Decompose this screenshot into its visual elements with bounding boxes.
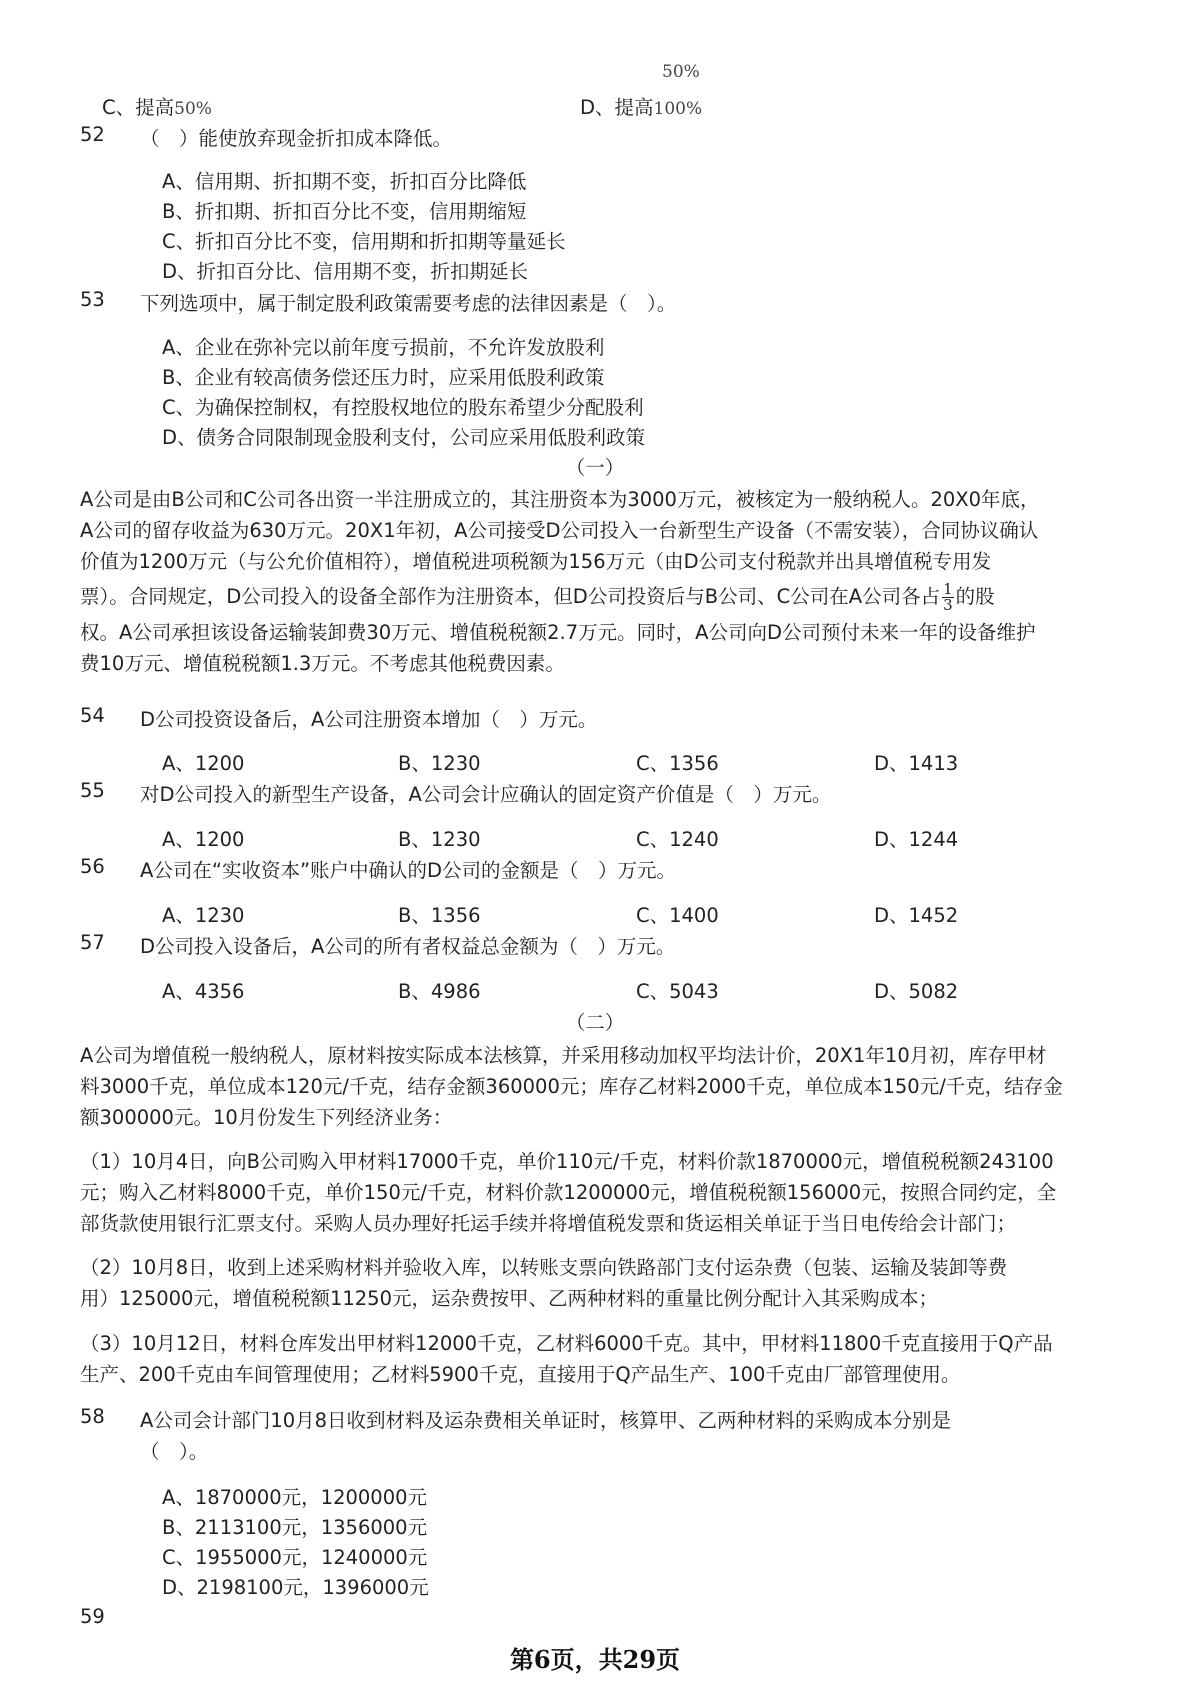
paragraph-line: （3）10月12日，材料仓库发出甲材料12000千克，乙材料6000千克。其中，甲材料11800千克直接用于Q产品 bbox=[80, 1332, 1053, 1355]
paragraph-line: 用）125000元，增值税税额11250元，运杂费按甲、乙两种材料的重量比例分配计入其采购成本； bbox=[80, 1287, 938, 1310]
fraction bbox=[942, 582, 954, 613]
question-text: A公司在“实收资本”账户中确认的D公司的金额是（ ）万元。 bbox=[140, 859, 677, 882]
option-item: C、1356 bbox=[636, 752, 719, 775]
question-text: D公司投入设备后，A公司的所有者权益总金额为（ ）万元。 bbox=[140, 935, 676, 958]
question-text: 下列选项中，属于制定股利政策需要考虑的法律因素是（ ）。 bbox=[140, 292, 677, 315]
option-item: C、1240 bbox=[636, 828, 719, 851]
q51-option-c-percent: 50% bbox=[174, 99, 212, 119]
option-item: B、1230 bbox=[398, 828, 481, 851]
option-item: D、1244 bbox=[874, 828, 959, 851]
q51-option-d-percent: 100% bbox=[653, 99, 703, 119]
option-item: D、折扣百分比、信用期不变，折扣期延长 bbox=[162, 260, 529, 283]
option-item: B、4986 bbox=[398, 980, 481, 1003]
question-number: 52 bbox=[80, 123, 105, 146]
question-text-continued: （ ）。 bbox=[140, 1440, 209, 1463]
option-item: C、1400 bbox=[636, 904, 719, 927]
option-item: D、2198100元，1396000元 bbox=[162, 1576, 429, 1599]
option-item: A、1200 bbox=[162, 752, 245, 775]
page-footer: 第6页，共29页 bbox=[509, 1645, 681, 1674]
q51-option-d-label: D、提高 bbox=[580, 96, 654, 119]
option-item: A、4356 bbox=[162, 980, 245, 1003]
option-item: C、1955000元，1240000元 bbox=[162, 1546, 428, 1569]
option-item: A、1230 bbox=[162, 904, 245, 927]
option-item: A、1200 bbox=[162, 828, 245, 851]
section-heading: （二） bbox=[565, 1011, 625, 1034]
option-item: D、1452 bbox=[874, 904, 959, 927]
paragraph-line: A公司是由B公司和C公司各出资一半注册成立的，其注册资本为3000万元，被核定为一般纳税人。20X0年底， bbox=[80, 488, 1040, 511]
stray-percent: 50% bbox=[662, 62, 700, 82]
option-item: B、企业有较高债务偿还压力时，应采用低股利政策 bbox=[162, 366, 605, 389]
case-paragraph bbox=[80, 1040, 1120, 1133]
paragraph-line: 价值为1200万元（与公允价值相符），增值税进项税额为156万元（由D公司支付税款并出具增值税专用发 bbox=[80, 550, 992, 573]
option-item: C、折扣百分比不变，信用期和折扣期等量延长 bbox=[162, 230, 566, 253]
line-text: 的股 bbox=[955, 585, 995, 608]
paragraph-line: 部货款使用银行汇票支付。采购人员办理好托运手续并将增值税发票和货运相关单证于当日电传给会计部门； bbox=[80, 1212, 1017, 1235]
business-item bbox=[80, 1146, 1120, 1239]
option-item: B、1230 bbox=[398, 752, 481, 775]
question-text: A公司会计部门10月8日收到材料及运杂费相关单证时，核算甲、乙两种材料的采购成本分别是 bbox=[140, 1409, 952, 1432]
question-number: 55 bbox=[80, 779, 105, 802]
option-item: A、信用期、折扣期不变，折扣百分比降低 bbox=[162, 170, 527, 193]
paragraph-line: 费10万元、增值税税额1.3万元。不考虑其他税费因素。 bbox=[80, 652, 565, 675]
paragraph-line: A公司为增值税一般纳税人，原材料按实际成本法核算，并采用移动加权平均法计价，20X1年10月初，库存甲材 bbox=[80, 1044, 1047, 1067]
business-item bbox=[80, 1328, 1120, 1390]
option-item: C、5043 bbox=[636, 980, 719, 1003]
option-item: B、折扣期、折扣百分比不变，信用期缩短 bbox=[162, 200, 527, 223]
paragraph-line: 元；购入乙材料8000千克，单价150元/千克，材料价款1200000元，增值税税额156000元，按照合同约定，全 bbox=[80, 1181, 1057, 1204]
option-item: A、1870000元，1200000元 bbox=[162, 1486, 428, 1509]
question-text: 对D公司投入的新型生产设备，A公司会计应确认的固定资产价值是（ ）万元。 bbox=[140, 783, 832, 806]
paragraph-line bbox=[80, 577, 1120, 617]
section-heading: （一） bbox=[565, 456, 625, 479]
question-number: 54 bbox=[80, 704, 105, 727]
paragraph-line: 额300000元。10月份发生下列经济业务： bbox=[80, 1106, 453, 1129]
question-text: D公司投资设备后，A公司注册资本增加（ ）万元。 bbox=[140, 708, 598, 731]
question-number: 57 bbox=[80, 931, 105, 954]
business-item bbox=[80, 1252, 1120, 1314]
paragraph-line: （1）10月4日，向B公司购入甲材料17000千克，单价110元/千克，材料价款1870000元，增值税税额243100 bbox=[80, 1150, 1054, 1173]
paragraph-line: 生产、200千克由车间管理使用；乙材料5900千克，直接用于Q产品生产、100千克由厂部管理使用。 bbox=[80, 1363, 961, 1386]
q51-option-c-label: C、提高 bbox=[102, 96, 175, 119]
fraction-denominator: 3 bbox=[943, 596, 953, 614]
option-item: D、债务合同限制现金股利支付，公司应采用低股利政策 bbox=[162, 426, 646, 449]
question-number: 59 bbox=[80, 1605, 105, 1628]
option-item: C、为确保控制权，有控股权地位的股东希望少分配股利 bbox=[162, 396, 644, 419]
paragraph-line: （2）10月8日，收到上述采购材料并验收入库，以转账支票向铁路部门支付运杂费（包装、运输及装卸等费 bbox=[80, 1256, 1008, 1279]
question-number: 56 bbox=[80, 855, 105, 878]
option-item: B、1356 bbox=[398, 904, 481, 927]
paragraph-line: A公司的留存收益为630万元。20X1年初，A公司接受D公司投入一台新型生产设备（不需安装），合同协议确认 bbox=[80, 519, 1039, 542]
option-item: B、2113100元，1356000元 bbox=[162, 1516, 428, 1539]
paragraph-line: 权。A公司承担该设备运输装卸费30万元、增值税税额2.7万元。同时，A公司向D公司预付未来一年的设备维护 bbox=[80, 621, 1036, 644]
option-item: A、企业在弥补完以前年度亏损前，不允许发放股利 bbox=[162, 336, 605, 359]
option-item: D、1413 bbox=[874, 752, 959, 775]
question-text: （ ）能使放弃现金折扣成本降低。 bbox=[140, 127, 453, 150]
line-text: 票）。合同规定，D公司投入的设备全部作为注册资本，但D公司投资后与B公司、C公司在A公司各占 bbox=[80, 585, 941, 608]
q51-option-d bbox=[580, 92, 702, 120]
case-paragraph bbox=[80, 484, 1120, 679]
option-item: D、5082 bbox=[874, 980, 959, 1003]
question-number: 53 bbox=[80, 288, 105, 311]
fraction-numerator: 1 bbox=[943, 580, 953, 598]
question-number: 58 bbox=[80, 1405, 105, 1428]
paragraph-line: 料3000千克，单位成本120元/千克，结存金额360000元；库存乙材料2000千克，单位成本150元/千克，结存金 bbox=[80, 1075, 1063, 1098]
q51-option-c bbox=[102, 92, 212, 120]
